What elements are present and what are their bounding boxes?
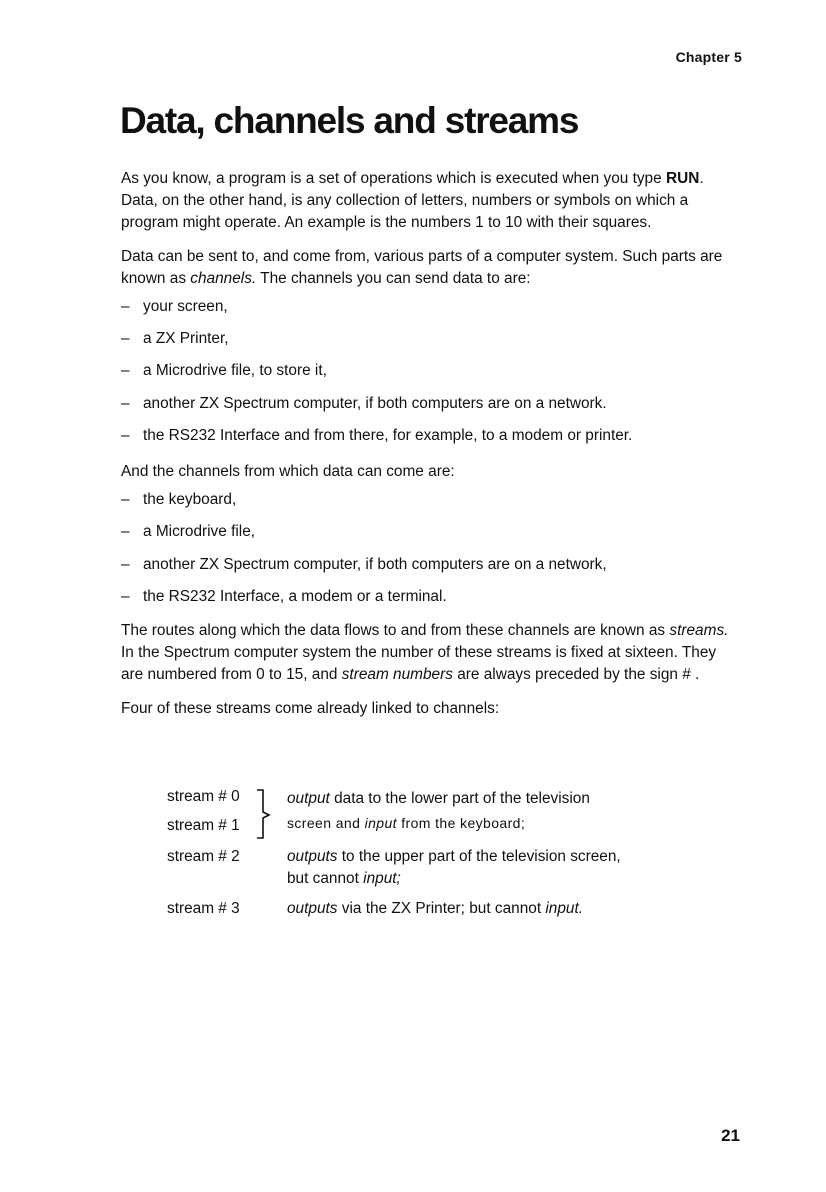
list-item <box>121 489 731 511</box>
dash-bullet: – <box>121 394 130 412</box>
dash-bullet: – <box>121 330 130 348</box>
page-title: Data, channels and streams <box>120 100 579 141</box>
channels-term: channels. <box>190 269 257 287</box>
text-run: data to the lower part of the television <box>329 790 590 807</box>
dash-bullet: – <box>121 362 130 380</box>
chapter-header: Chapter 5 <box>675 49 742 65</box>
text-run: The channels you can send data to are: <box>256 269 531 287</box>
run-keyword: RUN <box>665 170 700 187</box>
list-item-text: your screen, <box>143 298 228 316</box>
list-item-text: the RS232 Interface, a modem or a terminal. <box>143 587 447 605</box>
streams-term: streams. <box>669 622 729 640</box>
list-item <box>121 425 731 447</box>
page-number: 21 <box>721 1126 740 1145</box>
text-run: . Data, on the other hand, is any collection of letters, numbers or symbols on which a program might operate. An example is the numbers 1 to 10 with their squares. <box>121 170 704 232</box>
dash-bullet: – <box>121 426 130 444</box>
dash-bullet: – <box>121 555 130 573</box>
stream-3-row <box>167 898 727 920</box>
stream-table <box>167 786 727 917</box>
dash-bullet: – <box>121 298 130 316</box>
send-channels-list <box>121 296 731 447</box>
stream-2-row <box>167 846 727 890</box>
input-term: input. <box>545 900 584 917</box>
list-item <box>121 554 731 576</box>
stream-3-label: stream # 3 <box>167 900 240 917</box>
dash-bullet: – <box>121 523 130 541</box>
stream-0-1-description-cont <box>287 812 525 834</box>
list-item-text: another ZX Spectrum computer, if both computers are on a network, <box>143 555 607 573</box>
stream-numbers-term: stream numbers <box>341 666 453 684</box>
receive-paragraph: And the channels from which data can come are: <box>121 463 455 481</box>
output-term: output <box>287 790 330 807</box>
list-item <box>121 586 731 608</box>
stream-0-1-description <box>287 788 590 810</box>
list-item-text: the keyboard, <box>143 491 237 509</box>
linked-streams-paragraph: Four of these streams come already linked to channels: <box>121 699 500 717</box>
stream-0-label: stream # 0 <box>167 788 240 805</box>
outputs-term: outputs <box>287 848 338 865</box>
text-run: to the upper part of the television screen, <box>337 848 621 865</box>
text-run: are always preceded by the sign # . <box>452 666 700 684</box>
text-run: but cannot <box>287 870 364 888</box>
text-run: The routes along which the data flows to and from these channels are known as <box>121 622 670 640</box>
text-run: Data can be sent to, and come from, various parts of a computer system. Such parts are known as <box>121 247 723 287</box>
list-item-text: a ZX Printer, <box>143 330 229 348</box>
list-item-text: a Microdrive file, to store it, <box>143 362 327 380</box>
dash-bullet: – <box>121 587 130 605</box>
list-item-text: a Microdrive file, <box>143 523 256 541</box>
stream-2-description <box>262 846 727 890</box>
outputs-term: outputs <box>287 900 338 917</box>
list-item <box>121 521 731 543</box>
list-item-text: another ZX Spectrum computer, if both computers are on a network. <box>143 394 607 412</box>
text-run: from the keyboard; <box>396 815 526 831</box>
channels-paragraph <box>121 246 731 290</box>
list-item <box>121 328 731 350</box>
stream-pair-0-1 <box>167 786 727 844</box>
brace-icon <box>255 788 277 840</box>
text-run: In the Spectrum computer system the number of these streams is fixed at sixteen. They are numbered from 0 to 15, and <box>121 644 717 684</box>
dash-bullet: – <box>121 491 130 509</box>
text-run: As you know, a program is a set of operations which is executed when you type <box>121 170 666 187</box>
stream-2-label: stream # 2 <box>167 848 240 865</box>
input-term: input; <box>363 870 401 888</box>
intro-paragraph <box>121 168 731 235</box>
stream-3-description <box>262 898 727 920</box>
text-run: screen and <box>287 815 365 831</box>
input-term: input <box>364 815 397 831</box>
list-item-text: the RS232 Interface and from there, for example, to a modem or printer. <box>143 426 633 444</box>
list-item <box>121 393 731 415</box>
list-item <box>121 296 731 318</box>
text-run: via the ZX Printer; but cannot <box>337 900 546 917</box>
streams-paragraph <box>121 620 731 687</box>
body-text <box>121 168 731 720</box>
receive-channels-list <box>121 489 731 608</box>
stream-1-label: stream # 1 <box>167 817 240 834</box>
list-item <box>121 360 731 382</box>
